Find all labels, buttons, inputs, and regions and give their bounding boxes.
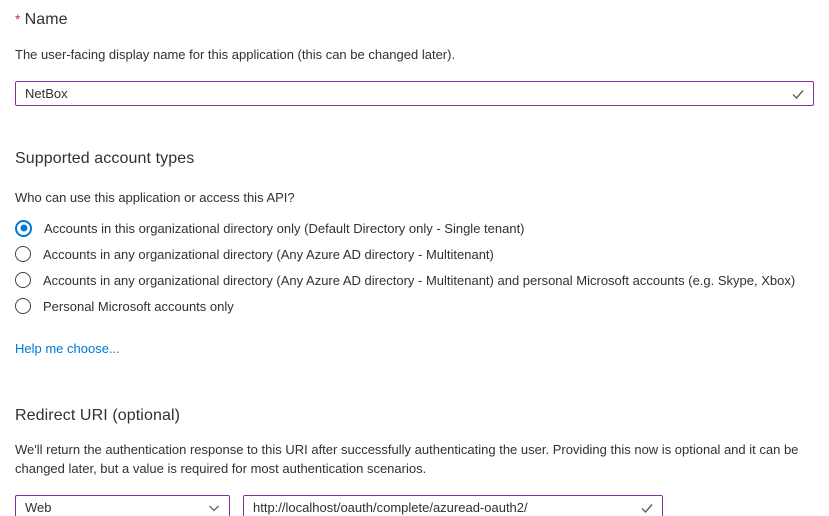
name-input-container xyxy=(15,81,814,106)
valid-checkmark-icon xyxy=(640,501,654,515)
name-title-text: Name xyxy=(24,11,68,28)
account-types-question: Who can use this application or access this API? xyxy=(15,190,295,205)
radio-unselected-icon[interactable] xyxy=(15,298,31,314)
name-description: The user-facing display name for this application (this can be changed later). xyxy=(15,47,456,62)
radio-option-multitenant[interactable] xyxy=(15,245,814,263)
account-types-section xyxy=(15,150,814,356)
radio-option-label: Accounts in any organizational directory (Any Azure AD directory - Multitenant) and personal Microsoft accounts (e.g. Skype, Xbox) xyxy=(43,272,796,288)
platform-select-value: Web xyxy=(25,500,52,515)
required-asterisk: * xyxy=(15,11,21,27)
redirect-uri-title: Redirect URI (optional) xyxy=(15,407,181,424)
radio-unselected-icon[interactable] xyxy=(15,272,31,288)
account-types-radio-group xyxy=(15,219,814,315)
radio-option-label: Personal Microsoft accounts only xyxy=(43,298,234,314)
chevron-down-icon xyxy=(207,501,221,515)
redirect-uri-row xyxy=(15,495,814,516)
redirect-uri-section xyxy=(15,407,814,516)
account-types-title: Supported account types xyxy=(15,150,195,167)
name-input[interactable] xyxy=(16,82,813,105)
name-section-title xyxy=(15,11,814,29)
redirect-uri-input-container xyxy=(243,495,663,516)
name-section xyxy=(15,11,814,106)
radio-selected-icon[interactable] xyxy=(15,220,32,237)
radio-option-single-tenant[interactable] xyxy=(15,219,814,237)
radio-option-multitenant-personal[interactable] xyxy=(15,271,814,289)
radio-option-label: Accounts in any organizational directory (Any Azure AD directory - Multitenant) xyxy=(43,246,494,262)
radio-option-label: Accounts in this organizational directory only (Default Directory only - Single tenant) xyxy=(44,220,525,236)
platform-select-dropdown[interactable] xyxy=(15,495,230,516)
valid-checkmark-icon xyxy=(791,87,805,101)
redirect-uri-input[interactable] xyxy=(244,496,662,516)
redirect-uri-description: We'll return the authentication response to this URI after successfully authenticating the user. Providing this now is optional and it can be changed later, but a value is required for most authentication scenarios. xyxy=(15,442,799,476)
radio-unselected-icon[interactable] xyxy=(15,246,31,262)
radio-option-personal-only[interactable] xyxy=(15,297,814,315)
help-me-choose-link[interactable]: Help me choose... xyxy=(15,341,120,356)
